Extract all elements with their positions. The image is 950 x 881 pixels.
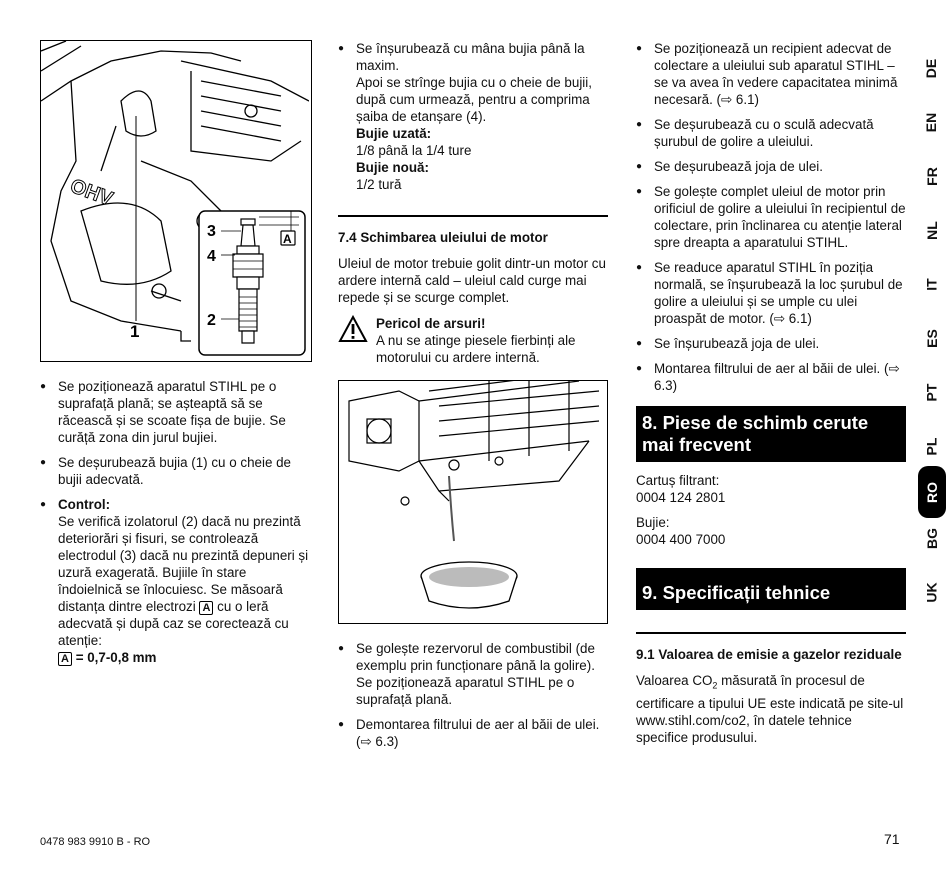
oil-change-steps xyxy=(636,40,906,394)
oil-drain-prep-steps xyxy=(338,640,608,750)
part-number: 0004 124 2801 xyxy=(636,490,726,505)
tab-nl[interactable]: NL xyxy=(923,221,940,240)
section-9-1-title: 9.1 Valoarea de emisie a gazelor reziduale xyxy=(636,647,902,662)
callout-3: 3 xyxy=(207,223,216,240)
column-3 xyxy=(636,40,906,746)
list-item: ● Se golește rezervorul de combustibil (de exemplu prin funcționare până la golire). Se poziționează aparatul STIHL pe o suprafață plană. xyxy=(338,640,608,708)
control-text-2: cu o leră adecvată și după caz se corectează cu atenție: xyxy=(58,599,289,648)
used-plug-label: Bujie uzată: xyxy=(356,126,432,141)
tab-bg[interactable]: BG xyxy=(923,528,940,549)
new-plug-value: 1/2 tură xyxy=(356,177,402,192)
tab-uk[interactable]: UK xyxy=(923,582,940,603)
part-filter xyxy=(636,472,906,506)
spark-plug-illustration xyxy=(41,41,309,359)
tab-es[interactable]: ES xyxy=(923,329,940,348)
gap-symbol: A xyxy=(199,601,213,615)
warning-title: Pericol de arsuri! xyxy=(376,316,486,331)
list-item: ● Se readuce aparatul STIHL în poziția normală, se înșurubează la loc șurubul de golire a uleiului și se umple cu ulei proaspăt de motor. (⇨ 6.1) xyxy=(636,259,906,327)
callout-2: 2 xyxy=(207,312,216,329)
callout-1: 1 xyxy=(130,322,140,341)
tab-ro[interactable]: RO xyxy=(918,466,946,518)
emission-text: Valoarea $CO_2$ măsurată în procesul de certificare a tipului UE este indicată pe site-ul www.stihl.com/co2, în datele tehnice specifice produsului. xyxy=(636,673,904,745)
control-item xyxy=(40,496,310,666)
list-item: ● Se poziționează un recipient adecvat de colectare a uleiului sub aparatul STIHL – se va avea în vedere capacitatea minimă necesară. (⇨ 6.1) xyxy=(636,40,906,108)
tab-en[interactable]: EN xyxy=(923,112,940,133)
section-divider xyxy=(338,215,608,217)
warning-text: A nu se atinge piesele fierbinți ale motorului cu ardere internă. xyxy=(376,333,576,365)
doc-number: 0478 983 9910 B - RO xyxy=(40,836,151,848)
list-item: ● Se înșurubează joja de ulei. xyxy=(636,335,906,352)
ohv-label: OHV xyxy=(67,175,116,211)
callout-4: 4 xyxy=(207,248,216,265)
column-2 xyxy=(338,40,608,758)
part-number: 0004 400 7000 xyxy=(636,532,726,547)
list-item: ● Montarea filtrului de aer al băii de ulei. (⇨ 6.3) xyxy=(636,360,906,394)
page-number: 71 xyxy=(884,831,900,847)
tab-de[interactable]: DE xyxy=(923,58,940,79)
spark-plug-steps xyxy=(40,378,310,666)
tab-pt[interactable]: PT xyxy=(923,383,940,402)
burn-warning xyxy=(338,315,608,366)
section-8-title: 8. Piese de schimb cerute mai frecvent xyxy=(636,406,906,462)
column-1 xyxy=(40,40,310,674)
spark-plug-figure xyxy=(40,40,312,362)
new-plug-label: Bujie nouă: xyxy=(356,160,429,175)
list-item xyxy=(338,40,608,193)
oil-drain-figure xyxy=(338,380,608,624)
list-item: ● Demontarea filtrului de aer al băii de ulei. (⇨ 6.3) xyxy=(338,716,608,750)
list-item: ● Se golește complet uleiul de motor prin orificiul de golire a uleiului în recipientul de colectare, prin înclinarea cu atenție lateral spre dreapta a aparatului STIHL. xyxy=(636,183,906,251)
tab-fr[interactable]: FR xyxy=(923,167,940,186)
tightening-steps xyxy=(338,40,608,193)
control-text-1: Se verifică izolatorul (2) dacă nu prezintă deteriorări și fisuri, se controlează electrodul (3) dacă nu prezintă depuneri și uzură exagerată. Bujiile în stare îndoielnică se înlocuiesc. Se măsoară distanța dintre electrozi xyxy=(58,514,309,614)
part-label: Bujie: xyxy=(636,515,670,530)
used-plug-value: 1/8 până la 1/4 ture xyxy=(356,143,472,158)
control-title: Control: xyxy=(58,497,111,512)
tab-it[interactable]: IT xyxy=(923,278,940,291)
step-text-after: Apoi se strînge bujia cu o cheie de bujii, după cum urmează, pentru a comprima șaiba de etanșare (4). xyxy=(356,75,592,124)
gap-symbol: A xyxy=(58,652,72,666)
part-spark-plug xyxy=(636,514,906,548)
part-label: Cartuș filtrant: xyxy=(636,473,720,488)
section-divider xyxy=(636,632,906,634)
list-item: ● Se deșurubează bujia (1) cu o cheie de bujii adecvată. xyxy=(40,454,310,488)
warning-icon xyxy=(338,315,368,366)
step-text: Se înșurubează cu mâna bujia până la maxim. xyxy=(356,41,585,73)
list-item: ● Se poziționează aparatul STIHL pe o suprafață plană; se așteaptă să se răcească și se scoate fișa de bujie. Se curăță zona din jurul bujiei. xyxy=(40,378,310,446)
oil-change-intro: Uleiul de motor trebuie golit dintr-un motor cu ardere internă cald – uleiul cald curge mai repede și se scurge complet. xyxy=(338,256,606,305)
oil-drain-illustration xyxy=(339,381,605,621)
section-9-title: 9. Specificații tehnice xyxy=(636,568,906,610)
list-item: ● Se deșurubează joja de ulei. xyxy=(636,158,906,175)
tab-pl[interactable]: PL xyxy=(923,437,940,456)
gap-label-a: A xyxy=(283,232,292,246)
section-7-4-title: 7.4 Schimbarea uleiului de motor xyxy=(338,230,548,245)
gap-value: = 0,7-0,8 mm xyxy=(75,650,157,665)
list-item: ● Se deșurubează cu o sculă adecvată șurubul de golire a uleiului. xyxy=(636,116,906,150)
